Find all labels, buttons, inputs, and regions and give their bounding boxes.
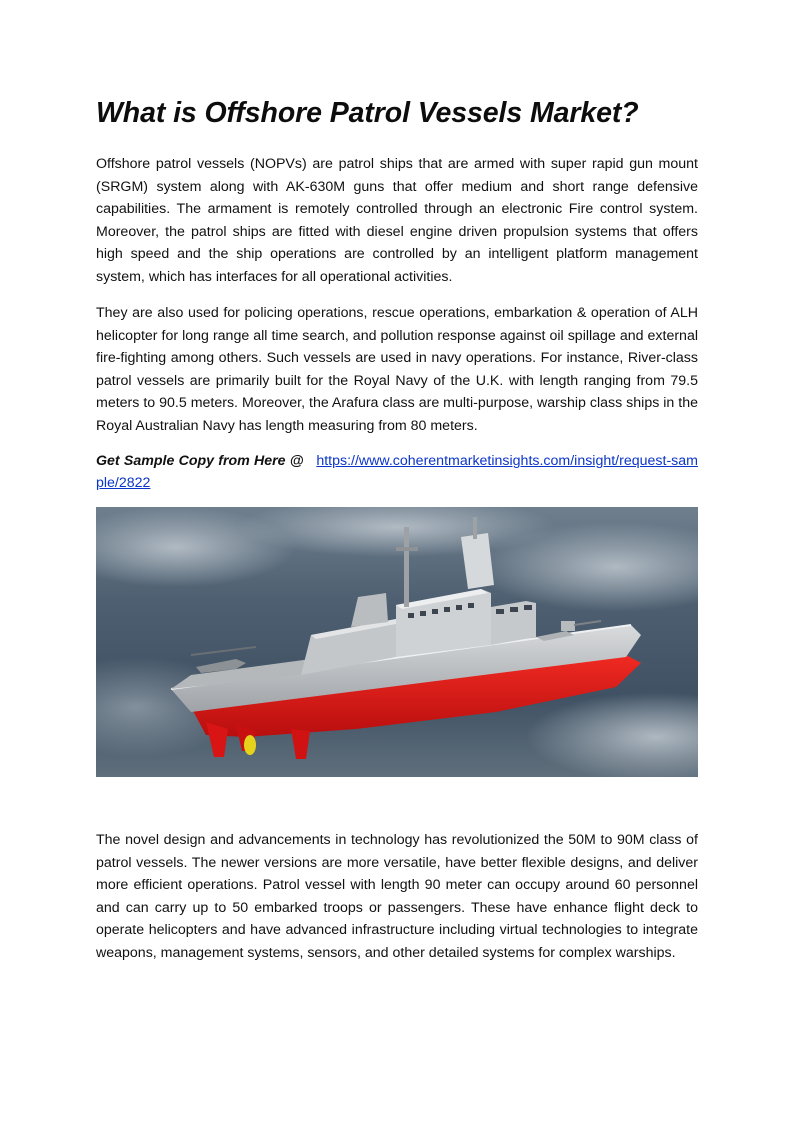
patrol-vessel-image bbox=[96, 507, 698, 777]
sample-copy-line bbox=[96, 450, 698, 494]
paragraph-uses: They are also used for policing operations, rescue operations, embarkation & operation of ALH helicopter for long range all time search, and pollution response against oil spillage and external fire-fighting among others. Such vessels are used in navy operations. For instance, River-class patrol vessels are primarily built for the Royal Navy of the U.K. with length ranging from 79.5 meters to 90.5 meters. Moreover, the Arafura class are multi-purpose, warship class ships in the Royal Australian Navy has length measuring from 80 meters. bbox=[96, 305, 698, 434]
patrol-vessel-illustration bbox=[96, 507, 698, 777]
paragraph-intro: Offshore patrol vessels (NOPVs) are patrol ships that are armed with super rapid gun mount (SRGM) system along with AK-630M guns that offer medium and short range defensive capabilities. The armament is remotely controlled through an electronic Fire control system. Moreover, the patrol ships are fitted with diesel engine driven propulsion systems that offers high speed and the ship operations are controlled by an intelligent platform management system, which has interfaces for all operational activities. bbox=[96, 156, 698, 285]
page-title: What is Offshore Patrol Vessels Market? bbox=[96, 97, 639, 129]
sample-copy-link[interactable]: https://www.coherentmarketinsights.com/insight/request-sample/2822 bbox=[96, 453, 698, 491]
paragraph-technology: The novel design and advancements in technology has revolutionized the 50M to 90M class of patrol vessels. The newer versions are more versatile, have better flexible designs, and deliver more efficient operations. Patrol vessel with length 90 meter can occupy around 60 personnel and can carry up to 50 embarked troops or passengers. These have enhance flight deck to operate helicopters and have advanced infrastructure including virtual technologies to integrate weapons, management systems, sensors, and other detailed systems for complex warships. bbox=[96, 832, 698, 961]
sample-copy-label: Get Sample Copy from Here @ bbox=[96, 453, 304, 469]
